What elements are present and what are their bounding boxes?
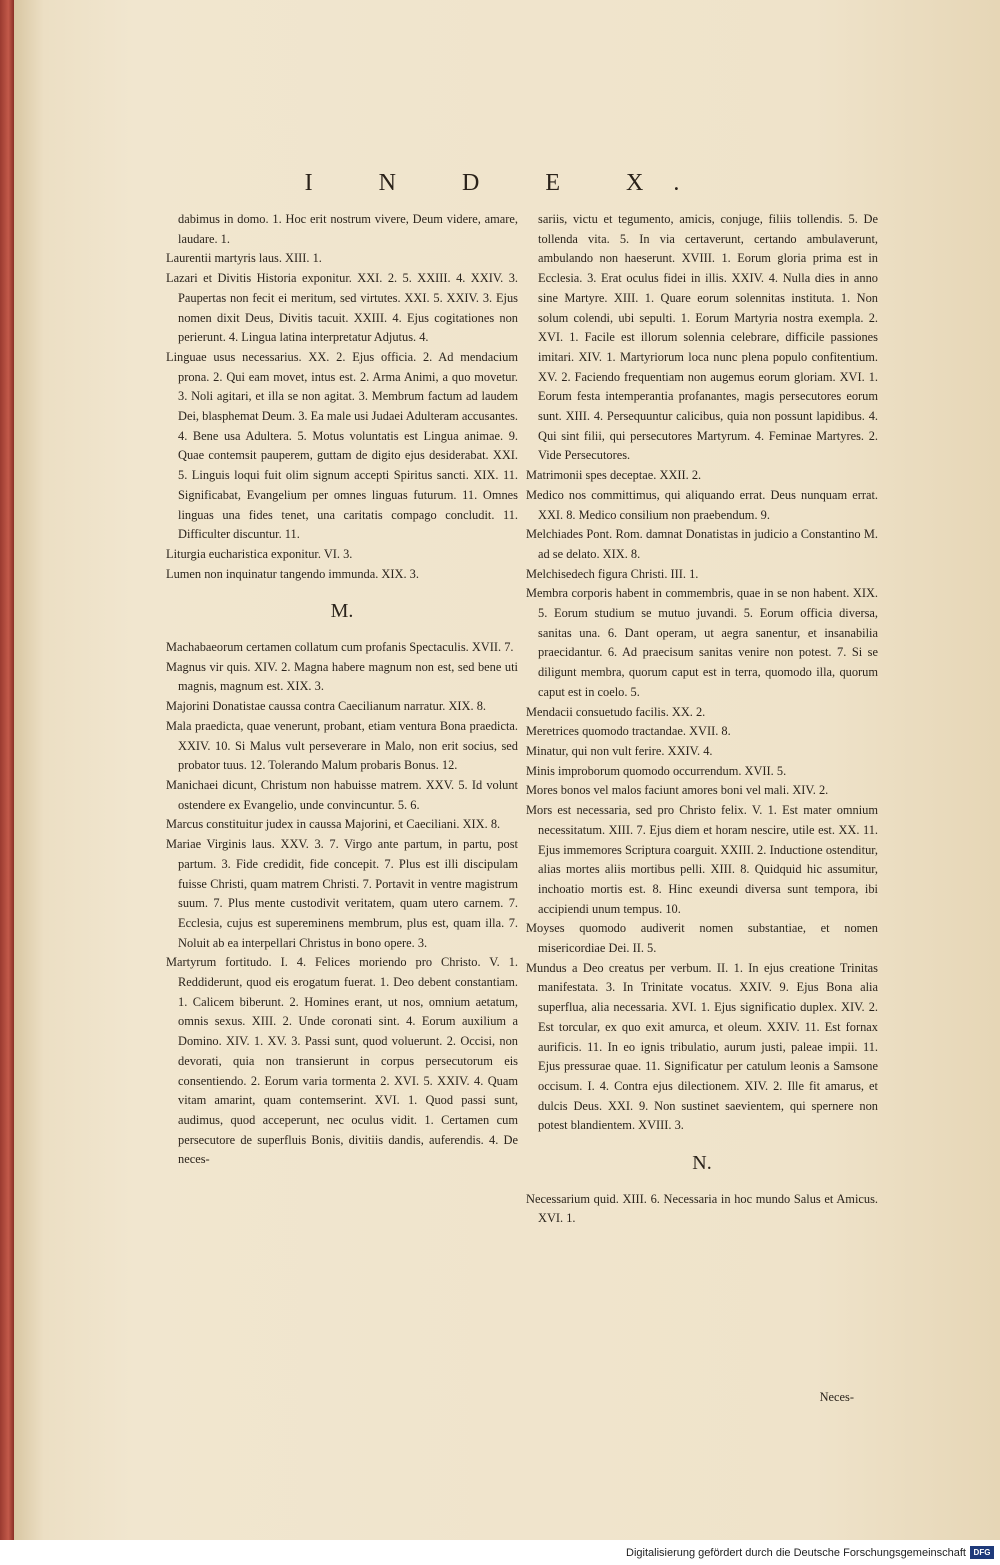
index-entry: Minis improborum quomodo occurrendum. XVII. 5. [526,763,787,778]
page-heading: I N D E X. [304,170,710,196]
right-column [526,210,878,1229]
index-entry: Liturgia eucharistica exponitur. VI. 3. [166,546,353,561]
index-entry: Marcus constituitur judex in caussa Majorini, et Caeciliani. XIX. 8. [166,817,501,832]
left-column [166,210,518,1170]
entries-m-right [526,210,878,1136]
entries-n [526,1190,878,1229]
index-entry: Mendacii consuetudo facilis. XX. 2. [526,704,706,719]
index-entry: Matrimonii spes deceptae. XXII. 2. [526,468,702,483]
index-entry: Necessarium quid. XIII. 6. Necessaria in hoc mundo Salus et Amicus. XVI. 1. [526,1191,878,1226]
index-entry: Lazari et Divitis Historia exponitur. XXI. 2. 5. XXIII. 4. XXIV. 3. Paupertas non fecit ei meritum, sed virtutes. XXI. 5. XXIV. 3. Ejus nomen dixit Deus, Divitis tacuit. XXIII. 4. Ejus cogitationes non perierunt. 4. Lingua latina interpretatur Adjutus. 4. [166,271,518,345]
index-entry: Majorini Donatistae caussa contra Caecilianum narratur. XIX. 8. [166,699,486,714]
index-entry: Mala praedicta, quae venerunt, probant, etiam ventura Bona praedicta. XXIV. 10. Si Malus vult perseverare in Malo, non erit socius, sed probator tuus. 12. Tolerando Malum probaris Bonus. 12. [166,718,518,773]
index-entry: Linguae usus necessarius. XX. 2. Ejus officia. 2. Ad mendacium prona. 2. Qui eam movet, intus est. 2. Arma Animi, a quo movetur. 3. Noli agitari, et illa se non agitat. 3. Membrum factum ad laudem Dei, blasphemat Deum. 3. Ea male usi Judaei Adulteram accusantes. 4. Bene usa Adultera. 5. Motus voluntatis est Lingua animae. 9. Quae contemsit pauperem, guttam de digito ejus desiderabat. XXI. 5. Linguis loqui fuit olim signum accepti Spiritus sancti. XIX. 11. Significabat, Evangelium per omnes linguas futurum. 11. Omnes linguas una fides tenet, una caritatis compago concludit. 11. Difficulter discuntur. 11. [166,349,518,542]
digitization-credit: Digitalisierung gefördert durch die Deutsche Forschungsgemeinschaft [626,1547,966,1559]
book-binding-edge [0,0,14,1540]
index-entry: Laurentii martyris laus. XIII. 1. [166,251,322,266]
index-entry: Mariae Virginis laus. XXV. 3. 7. Virgo ante partum, in partu, post partum. 3. Fide credidit, fide concepit. 7. Plus est illi discipulam fuisse Christi, quam matrem Christi. 7. Portavit in ventre magistrum suum. 7. Plus mente custodivit veritatem, quam utero carnem. 7. Ecclesia, cujus est supereminens membrum, plus est, quam illa. 7. Noluit ab ea interpellari Christus in bono opere. 3. [166,837,518,950]
index-entry: Martyrum fortitudo. I. 4. Felices moriendo pro Christo. V. 1. Reddiderunt, quod eis erogatum fuerat. 1. Deo debent constantiam. 1. Calicem biberunt. 2. Homines erant, ut nos, omnium aetatum, omnis sexus. XIII. 2. Unde coronati sint. 4. Eorum auxilium a Domino. XIV. 1. XV. 3. Passi sunt, quod voluerunt. 2. Occisi, non devorati, quia non transierunt in corpus persecutorum eis consentiendo. 2. Eorum varia tormenta 2. XVI. 5. XXIV. 4. Quam vitam amarint, quam contemserint. XVI. 1. Quod passi sunt, audimus, quod acceperunt, nec oculus vidit. 1. Certamen cum persecutore de superfluis Bonis, divitiis dandis, auferendis. 4. De neces- [166,955,518,1167]
entries-before-m [166,210,518,584]
index-entry: Manichaei dicunt, Christum non habuisse matrem. XXV. 5. Id volunt ostendere ex Evangelio, unde convincuntur. 5. 6. [166,777,518,812]
book-page [14,0,1000,1540]
index-entry: Mores bonos vel malos faciunt amores boni vel mali. XIV. 2. [526,783,829,798]
catchword: Neces- [819,1390,854,1404]
index-entry: Medico nos committimus, qui aliquando errat. Deus nunquam errat. XXI. 8. Medico consilium non praebendum. 9. [526,487,878,522]
index-entry: Membra corporis habent in commembris, quae in se non habent. XIX. 5. Eorum studium se mutuo juvandi. 5. Eorum officia diversa, sanitas una. 6. Dant operam, ut aegra sanentur, et insanabilia praecidantur. 6. Ad praecisum sanitas venire non potest. 7. Si se diligunt membra, quorum caput est in terra, quomodo illa, quorum caput est in coelo. 5. [526,586,878,699]
index-entry: Machabaeorum certamen collatum cum profanis Spectaculis. XVII. 7. [166,640,514,655]
index-entry: Moyses quomodo audiverit nomen substantiae, et nomen misericordiae Dei. II. 5. [526,921,878,956]
letter-heading-m: M. [330,600,354,623]
index-entry: Meretrices quomodo tractandae. XVII. 8. [526,724,731,739]
index-entry: Magnus vir quis. XIV. 2. Magna habere magnum non est, sed bene uti magnis, magnum est. XIX. 3. [166,659,518,694]
index-entry: dabimus in domo. 1. Hoc erit nostrum vivere, Deum videre, amare, laudare. 1. [178,212,518,246]
index-entry: Melchiades Pont. Rom. damnat Donatistas in judicio a Constantino M. ad se delato. XIX. 8. [526,527,878,561]
entries-m-left [166,638,518,1170]
index-entry: Mors est necessaria, sed pro Christo felix. V. 1. Est mater omnium necessitatum. XIII. 7. Ejus diem et horam nescire, utile est. XX. 11. Ejus immemores Scriptura coarguit. XXIII. 2. Inductione ostenditur, alias mortes aliis mortibus pelli. XIII. 8. Quidquid hic assumitur, inchoatio mortis est. 8. Hinc exeundi diversa sunt tempora, ibi accipiendi unum tempus. 10. [526,803,878,916]
index-entry: sariis, victu et tegumento, amicis, conjuge, filiis tollendis. 5. De tollenda vita. 5. In via certaverunt, certando ambulaverunt, ambulando non haeserunt. XVIII. 1. Eorum gloria prima est in Ecclesia. 3. Erat oculus fidei in illis. XXIV. 4. Nulla dies in anno sine Martyre. XIII. 1. Quare eorum solennitas instituta. 1. Non solum colendi, ubi sepulti. 1. Eorum Martyria nostra exempla. 2. XVI. 1. Facile est illorum solennia celebrare, difficile passiones imitari. XIV. 1. Martyriorum loca nunc plena populo confitentium. XV. 2. Faciendo frequentiam non augemus eorum gloriam. XVI. 1. Eorum festa intemperantia profanantes, magis persecutores eorum sunt. XIII. 4. Persequuntur calicibus, quia non possunt lapidibus. 4. Qui sint filii, qui persecutores Martyrum. 4. Feminae Martyres. 2. Vide Persecutores. [538,212,878,463]
index-entry: Minatur, qui non vult ferire. XXIV. 4. [526,743,713,758]
letter-heading-n: N. [692,1152,712,1175]
dfg-logo: DFG [970,1546,994,1559]
index-entry: Mundus a Deo creatus per verbum. II. 1. In ejus creatione Trinitas manifestata. 3. In Trinitate vocatus. XXIV. 9. Ejus Bona alia superflua, alia necessaria. XVI. 1. Ejus significatio duplex. XIV. 2. Est torcular, ex quo exit amurca, et oleum. XXIV. 11. Est fornax aurificis. 11. In eo ignis tribulatio, aurum justi, paleae impii. 11. Ejus pressurae quae. 11. Significatur per catulum leonis a Samsone occisum. I. 4. Contra ejus dilectionem. XIV. 2. Ille fit amarus, et dulcis Deus. XXI. 9. Non sustinet saevientem, qui spernere non potest blandientem. XVIII. 3. [526,960,878,1133]
index-entry: Lumen non inquinatur tangendo immunda. XIX. 3. [166,566,419,581]
index-entry: Melchisedech figura Christi. III. 1. [526,566,699,581]
